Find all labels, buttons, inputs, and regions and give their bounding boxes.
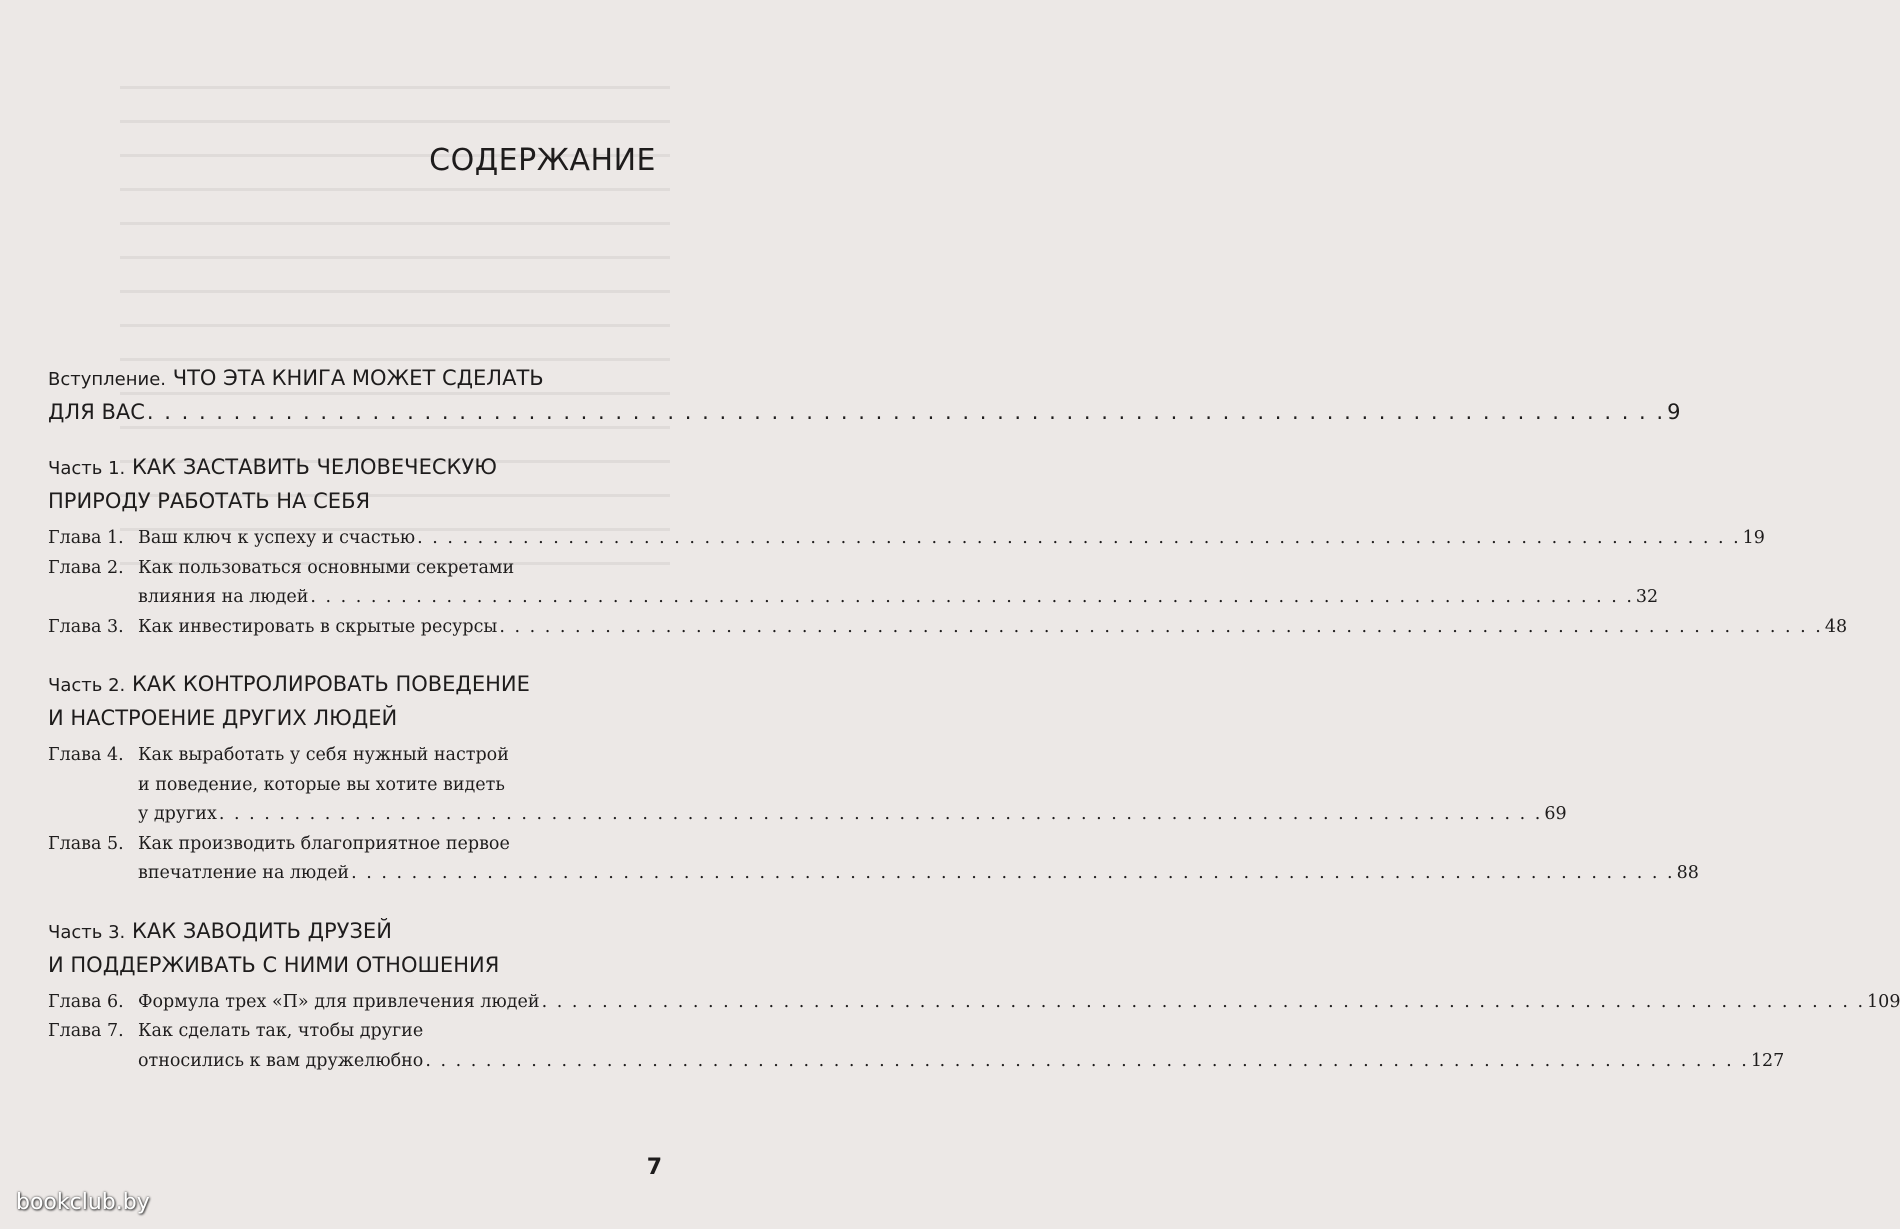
chapter-title-last: у других — [138, 804, 217, 824]
chapter-title: Как инвестировать в скрытые ресурсы — [138, 616, 498, 637]
chapter-3 — [48, 613, 1848, 643]
dot-leader — [351, 859, 1674, 889]
chapter-title-line: Как выработать у себя нужный настрой — [138, 745, 509, 765]
chapter-6 — [48, 988, 1900, 1018]
chapter-title-last: впечатление на людей — [138, 863, 350, 883]
chapter-label: Глава 2. — [48, 557, 124, 578]
chapter-page: 88 — [1676, 863, 1699, 883]
dot-leader — [219, 800, 1542, 830]
part-3-chapters — [48, 988, 1900, 1077]
part-1-heading-line-1 — [48, 451, 658, 485]
chapter-label: Глава 7. — [48, 1021, 124, 1041]
chapter-4 — [48, 741, 1567, 830]
chapter-7 — [48, 1017, 1785, 1076]
chapter-title-line: Как пользоваться основными секретами — [138, 557, 515, 578]
part-3-heading — [48, 915, 658, 982]
chapter-1 — [48, 524, 1765, 554]
intro-label: Вступление. — [48, 369, 166, 390]
part-2-title-1: КАК КОНТРОЛИРОВАТЬ ПОВЕДЕНИЕ — [131, 672, 530, 696]
chapter-title-last: относились к вам дружелюбно — [138, 1050, 424, 1071]
part-2-heading — [48, 668, 658, 735]
dot-leader — [417, 524, 1740, 554]
chapter-label: Глава 6. — [48, 991, 124, 1012]
part-1-label: Часть 1. — [48, 458, 126, 479]
chapter-label: Глава 5. — [48, 833, 124, 854]
part-1-heading — [48, 451, 658, 518]
part-3-title-1: КАК ЗАВОДИТЬ ДРУЗЕЙ — [131, 918, 392, 943]
chapter-title-line: Как производить благоприятное первое — [138, 833, 510, 854]
intro-title-1: ЧТО ЭТА КНИГА МОЖЕТ СДЕЛАТЬ — [172, 366, 544, 390]
chapter-title-line: и поведение, которые вы хотите видеть — [138, 774, 505, 795]
chapter-page: 48 — [1824, 616, 1848, 637]
part-1-title-2: ПРИРОДУ РАБОТАТЬ НА СЕБЯ — [48, 489, 371, 513]
chapter-title: Формула трех «П» для привлечения людей — [138, 991, 540, 1012]
chapter-2 — [48, 554, 1659, 613]
dot-leader — [147, 396, 1665, 429]
chapter-page: 19 — [1742, 528, 1765, 548]
intro-title-2: ДЛЯ ВАС — [48, 400, 145, 424]
page-title: СОДЕРЖАНИЕ — [429, 143, 656, 178]
intro-page: 9 — [1667, 400, 1681, 424]
part-2-title-2: И НАСТРОЕНИЕ ДРУГИХ ЛЮДЕЙ — [48, 706, 398, 730]
part-3-heading-line-1 — [48, 915, 658, 949]
chapter-title-last: влияния на людей — [138, 587, 309, 607]
chapter-page: 109 — [1867, 991, 1900, 1012]
table-of-contents — [48, 362, 1900, 1102]
chapter-label: Глава 4. — [48, 745, 124, 765]
chapter-title: Ваш ключ к успеху и счастью — [138, 528, 416, 548]
dot-leader — [499, 613, 1822, 643]
part-2-label: Часть 2. — [48, 675, 126, 696]
dot-leader — [310, 583, 1633, 613]
part-3-title-2: И ПОДДЕРЖИВАТЬ С НИМИ ОТНОШЕНИЯ — [48, 952, 500, 977]
dot-leader — [542, 988, 1865, 1018]
chapter-page: 127 — [1750, 1050, 1785, 1071]
part-1-chapters — [48, 524, 1848, 642]
part-2-chapters — [48, 741, 1699, 889]
part-3-label: Часть 3. — [48, 921, 126, 943]
chapter-label: Глава 3. — [48, 616, 124, 637]
chapter-title-line: Как сделать так, чтобы другие — [138, 1021, 424, 1041]
intro-entry — [48, 362, 1681, 429]
part-2-heading-line-1 — [48, 668, 658, 702]
chapter-page: 32 — [1635, 587, 1659, 607]
page-number: 7 — [646, 1155, 662, 1180]
chapter-5 — [48, 830, 1699, 889]
watermark: bookclub.by — [16, 1190, 150, 1215]
chapter-label: Глава 1. — [48, 528, 124, 548]
intro-heading-line-1 — [48, 362, 658, 396]
part-1-title-1: КАК ЗАСТАВИТЬ ЧЕЛОВЕЧЕСКУЮ — [131, 455, 497, 479]
dot-leader — [425, 1047, 1748, 1077]
chapter-page: 69 — [1544, 804, 1567, 824]
intro-heading-line-2 — [48, 396, 1681, 429]
